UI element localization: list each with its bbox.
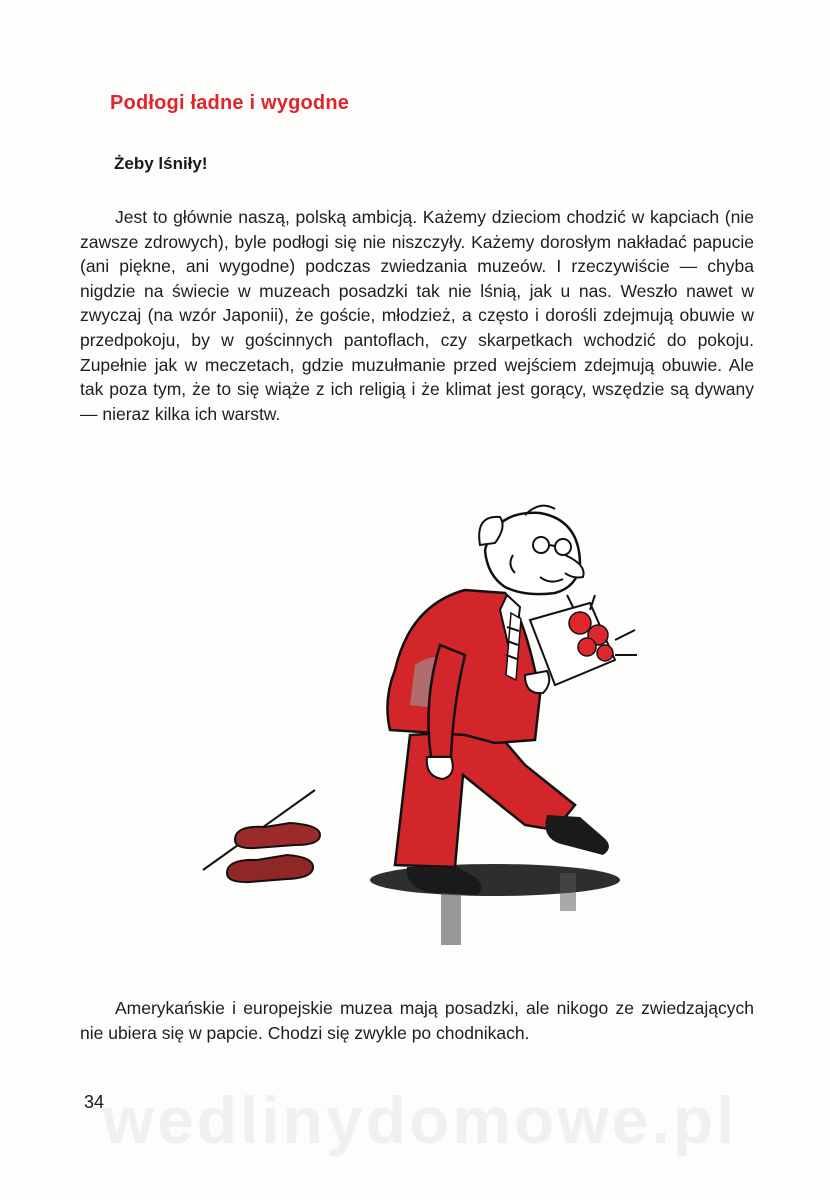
reflection-right [560, 873, 576, 911]
page-number: 34 [84, 1092, 105, 1112]
section-heading: Podłogi ładne i wygodne [110, 92, 350, 114]
rose-3 [578, 638, 596, 656]
shoes-left-behind [227, 823, 320, 882]
rose-1 [569, 612, 591, 634]
paragraph-closing: Amerykańskie i europejskie muzea mają posadzki, ale nikogo ze zwiedzających nie ubiera się w papcie. Chodzi się zwykle po chodnikach. [80, 998, 754, 1043]
subheading: Żeby lśniły! [114, 154, 208, 173]
hand-right [525, 671, 549, 693]
watermark: wedlinydomowe.pl [102, 1083, 738, 1157]
cartoon-drawing [195, 495, 645, 965]
trousers [395, 730, 575, 867]
man-with-flowers-illustration [195, 495, 645, 970]
rose-4 [597, 645, 613, 661]
paragraph-intro: Jest to głównie naszą, polską ambicją. Każemy dzieciom chodzić w kapciach (nie zawsze zdrowych), byle podłogi się nie niszczyły. Każemy dorosłym nakładać papucie (ani piękne, ani wygodne) podczas zwiedzania muzeów. I rzeczywiście — chyba nigdzie na świecie w muzeach posadzki tak nie lśnią, jak u nas. Weszło nawet w zwyczaj (na wzór Japonii), że goście, młodzież, a często i dorośli zdejmują obuwie w przedpokoju, by w gościnnych pantoflach, czy skarpetkach wchodzić do pokoju. Zupełnie jak w meczetach, gdzie muzułmanie przed wejściem zdejmują obuwie. Ale tak poza tym, że to się wiąże z ich religią i że klimat jest gorący, wszędzie są dywany — nieraz kilka ich warstw. [80, 207, 754, 424]
shoe-back [545, 815, 609, 855]
reflection-left [441, 887, 461, 945]
